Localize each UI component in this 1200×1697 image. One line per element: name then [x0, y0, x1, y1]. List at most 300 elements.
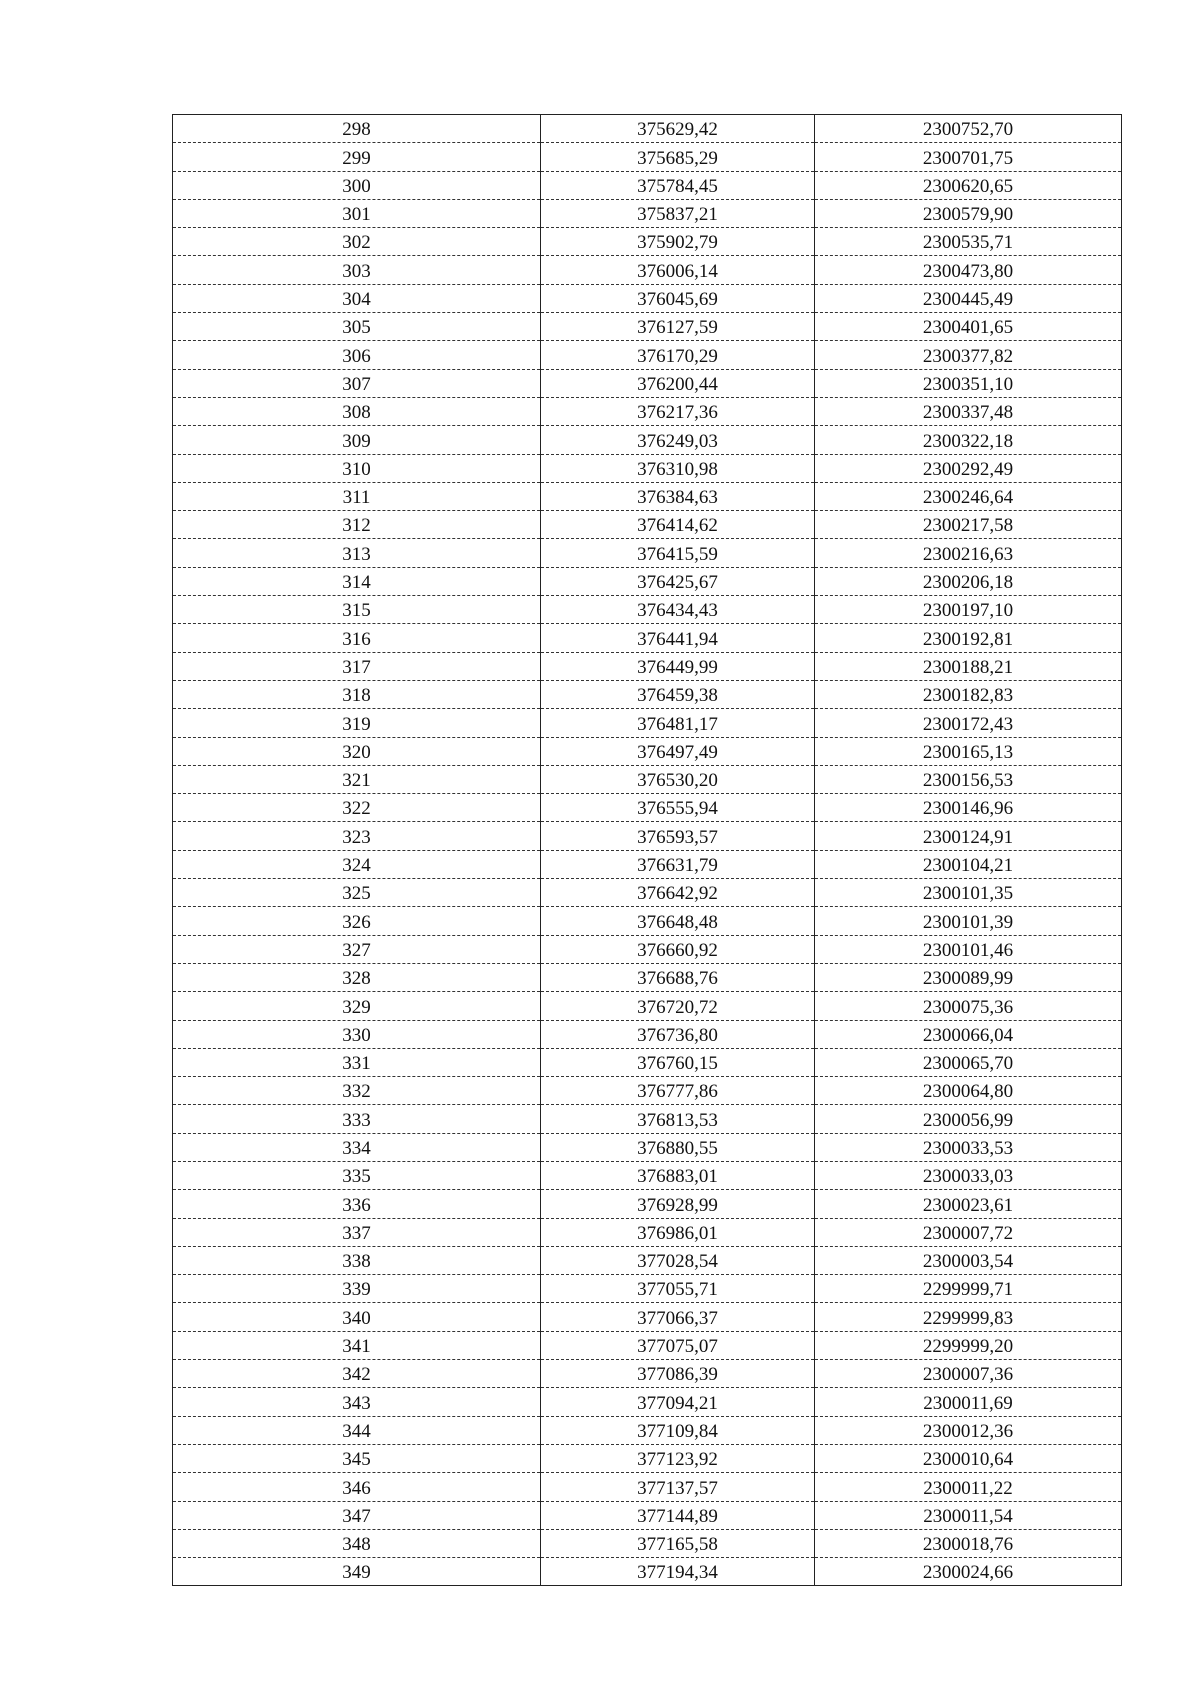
x-coordinate-cell — [541, 1444, 815, 1472]
cell-text: 2300620,65 — [922, 175, 1014, 197]
cell-text: 376593,57 — [637, 826, 718, 848]
point-number-cell — [173, 369, 541, 397]
cell-text: 2300165,13 — [922, 741, 1014, 763]
point-number-cell — [173, 765, 541, 793]
y-coordinate-cell — [815, 454, 1122, 482]
point-number-cell — [173, 794, 541, 822]
point-number-cell — [173, 199, 541, 227]
cell-text: 376045,69 — [637, 289, 718, 311]
x-coordinate-cell — [541, 1161, 815, 1189]
table-row — [173, 879, 1122, 907]
cell-text: 2300007,72 — [922, 1222, 1014, 1244]
cell-text: 338 — [342, 1251, 371, 1273]
point-number-cell — [173, 737, 541, 765]
x-coordinate-cell — [541, 284, 815, 312]
cell-text: 377137,57 — [637, 1477, 718, 1499]
cell-text: 328 — [342, 968, 371, 990]
y-coordinate-cell — [815, 1246, 1122, 1274]
cell-text: 377066,37 — [637, 1307, 718, 1329]
cell-text: 2300075,36 — [922, 996, 1014, 1018]
cell-text: 2300192,81 — [922, 628, 1014, 650]
table-row — [173, 341, 1122, 369]
point-number-cell — [173, 313, 541, 341]
cell-text: 377165,58 — [637, 1534, 718, 1556]
table-row — [173, 992, 1122, 1020]
y-coordinate-cell — [815, 1020, 1122, 1048]
table-row — [173, 1077, 1122, 1105]
y-coordinate-cell — [815, 737, 1122, 765]
cell-text: 315 — [342, 600, 371, 622]
table-row — [173, 1275, 1122, 1303]
cell-text: 2300089,99 — [922, 968, 1014, 990]
table-row — [173, 1444, 1122, 1472]
table-row — [173, 765, 1122, 793]
point-number-cell — [173, 1077, 541, 1105]
y-coordinate-cell — [815, 680, 1122, 708]
cell-text: 377123,92 — [637, 1449, 718, 1471]
cell-text: 2300701,75 — [922, 147, 1014, 169]
x-coordinate-cell — [541, 199, 815, 227]
y-coordinate-cell — [815, 1190, 1122, 1218]
cell-text: 376441,94 — [637, 628, 718, 650]
cell-text: 2300056,99 — [922, 1109, 1014, 1131]
x-coordinate-cell — [541, 1473, 815, 1501]
x-coordinate-cell — [541, 397, 815, 425]
table-row — [173, 963, 1122, 991]
table-row — [173, 1360, 1122, 1388]
point-number-cell — [173, 879, 541, 907]
point-number-cell — [173, 709, 541, 737]
cell-text: 347 — [342, 1505, 371, 1527]
cell-text: 313 — [342, 543, 371, 565]
cell-text: 2300217,58 — [922, 515, 1014, 537]
cell-text: 375685,29 — [637, 147, 718, 169]
cell-text: 2300292,49 — [922, 458, 1014, 480]
cell-text: 326 — [342, 911, 371, 933]
cell-text: 2300197,10 — [922, 600, 1014, 622]
point-number-cell — [173, 1218, 541, 1246]
y-coordinate-cell — [815, 765, 1122, 793]
table-row — [173, 1303, 1122, 1331]
cell-text: 376660,92 — [637, 939, 718, 961]
point-number-cell — [173, 1558, 541, 1586]
cell-text: 2300146,96 — [922, 798, 1014, 820]
x-coordinate-cell — [541, 794, 815, 822]
table-row — [173, 1501, 1122, 1529]
cell-text: 300 — [342, 175, 371, 197]
cell-text: 2300101,39 — [922, 911, 1014, 933]
point-number-cell — [173, 482, 541, 510]
cell-text: 2300065,70 — [922, 1053, 1014, 1075]
table-row — [173, 1190, 1122, 1218]
cell-text: 376813,53 — [637, 1109, 718, 1131]
y-coordinate-cell — [815, 539, 1122, 567]
table-row — [173, 284, 1122, 312]
cell-text: 2300011,69 — [923, 1392, 1013, 1414]
cell-text: 308 — [342, 402, 371, 424]
cell-text: 375902,79 — [637, 232, 718, 254]
cell-text: 2300377,82 — [922, 345, 1014, 367]
y-coordinate-cell — [815, 1105, 1122, 1133]
y-coordinate-cell — [815, 567, 1122, 595]
point-number-cell — [173, 1246, 541, 1274]
y-coordinate-cell — [815, 822, 1122, 850]
y-coordinate-cell — [815, 256, 1122, 284]
y-coordinate-cell — [815, 879, 1122, 907]
point-number-cell — [173, 539, 541, 567]
cell-text: 349 — [342, 1562, 371, 1584]
point-number-cell — [173, 1473, 541, 1501]
cell-text: 346 — [342, 1477, 371, 1499]
x-coordinate-cell — [541, 1077, 815, 1105]
point-number-cell — [173, 1133, 541, 1161]
cell-text: 321 — [342, 770, 371, 792]
cell-text: 2300182,83 — [922, 685, 1014, 707]
cell-text: 376760,15 — [637, 1053, 718, 1075]
y-coordinate-cell — [815, 341, 1122, 369]
table-row — [173, 1473, 1122, 1501]
cell-text: 342 — [342, 1364, 371, 1386]
x-coordinate-cell — [541, 256, 815, 284]
point-number-cell — [173, 1360, 541, 1388]
cell-text: 376883,01 — [637, 1166, 718, 1188]
y-coordinate-cell — [815, 482, 1122, 510]
cell-text: 344 — [342, 1420, 371, 1442]
cell-text: 2300216,63 — [922, 543, 1014, 565]
x-coordinate-cell — [541, 369, 815, 397]
table-row — [173, 369, 1122, 397]
cell-text: 376642,92 — [637, 883, 718, 905]
cell-text: 376384,63 — [637, 487, 718, 509]
cell-text: 376200,44 — [637, 373, 718, 395]
table-row — [173, 822, 1122, 850]
x-coordinate-cell — [541, 115, 815, 143]
y-coordinate-cell — [815, 1444, 1122, 1472]
y-coordinate-cell — [815, 1303, 1122, 1331]
point-number-cell — [173, 1275, 541, 1303]
y-coordinate-cell — [815, 596, 1122, 624]
table-row — [173, 115, 1122, 143]
point-number-cell — [173, 1529, 541, 1557]
cell-text: 2300752,70 — [922, 119, 1014, 141]
x-coordinate-cell — [541, 907, 815, 935]
cell-text: 2300101,46 — [922, 939, 1014, 961]
cell-text: 330 — [342, 1024, 371, 1046]
y-coordinate-cell — [815, 1473, 1122, 1501]
table-row — [173, 171, 1122, 199]
x-coordinate-cell — [541, 963, 815, 991]
cell-text: 2300023,61 — [922, 1194, 1014, 1216]
cell-text: 375784,45 — [637, 175, 718, 197]
cell-text: 333 — [342, 1109, 371, 1131]
y-coordinate-cell — [815, 1331, 1122, 1359]
cell-text: 306 — [342, 345, 371, 367]
x-coordinate-cell — [541, 850, 815, 878]
table-row — [173, 228, 1122, 256]
cell-text: 314 — [342, 572, 371, 594]
cell-text: 309 — [342, 430, 371, 452]
cell-text: 2300124,91 — [922, 826, 1014, 848]
cell-text: 339 — [342, 1279, 371, 1301]
table-row — [173, 1218, 1122, 1246]
cell-text: 2299999,20 — [922, 1336, 1014, 1358]
cell-text: 2300473,80 — [922, 260, 1014, 282]
y-coordinate-cell — [815, 1558, 1122, 1586]
cell-text: 319 — [342, 713, 371, 735]
x-coordinate-cell — [541, 1529, 815, 1557]
cell-text: 2300011,22 — [923, 1477, 1013, 1499]
table-row — [173, 624, 1122, 652]
cell-text: 2300246,64 — [922, 487, 1014, 509]
cell-text: 376777,86 — [637, 1081, 718, 1103]
cell-text: 2300535,71 — [922, 232, 1014, 254]
table-row — [173, 313, 1122, 341]
cell-text: 2300033,53 — [922, 1137, 1014, 1159]
cell-text: 310 — [342, 458, 371, 480]
y-coordinate-cell — [815, 511, 1122, 539]
cell-text: 2300010,64 — [922, 1449, 1014, 1471]
table-row — [173, 596, 1122, 624]
table-row — [173, 539, 1122, 567]
table-row — [173, 680, 1122, 708]
table-row — [173, 794, 1122, 822]
cell-text: 376688,76 — [637, 968, 718, 990]
cell-text: 377028,54 — [637, 1251, 718, 1273]
cell-text: 375837,21 — [637, 204, 718, 226]
y-coordinate-cell — [815, 1077, 1122, 1105]
cell-text: 337 — [342, 1222, 371, 1244]
y-coordinate-cell — [815, 935, 1122, 963]
table-row — [173, 907, 1122, 935]
cell-text: 377075,07 — [637, 1336, 718, 1358]
point-number-cell — [173, 511, 541, 539]
y-coordinate-cell — [815, 1275, 1122, 1303]
cell-text: 376127,59 — [637, 317, 718, 339]
point-number-cell — [173, 171, 541, 199]
cell-text: 348 — [342, 1534, 371, 1556]
cell-text: 2299999,83 — [922, 1307, 1014, 1329]
point-number-cell — [173, 115, 541, 143]
y-coordinate-cell — [815, 850, 1122, 878]
y-coordinate-cell — [815, 284, 1122, 312]
table-row — [173, 199, 1122, 227]
x-coordinate-cell — [541, 737, 815, 765]
cell-text: 2300351,10 — [922, 373, 1014, 395]
point-number-cell — [173, 1331, 541, 1359]
y-coordinate-cell — [815, 1501, 1122, 1529]
table-row — [173, 1529, 1122, 1557]
cell-text: 327 — [342, 939, 371, 961]
table-row — [173, 1331, 1122, 1359]
table-row — [173, 256, 1122, 284]
table-row — [173, 709, 1122, 737]
x-coordinate-cell — [541, 1218, 815, 1246]
cell-text: 2300012,36 — [922, 1420, 1014, 1442]
table-row — [173, 737, 1122, 765]
y-coordinate-cell — [815, 397, 1122, 425]
y-coordinate-cell — [815, 992, 1122, 1020]
cell-text: 345 — [342, 1449, 371, 1471]
cell-text: 377194,34 — [637, 1562, 718, 1584]
point-number-cell — [173, 907, 541, 935]
x-coordinate-cell — [541, 652, 815, 680]
cell-text: 376720,72 — [637, 996, 718, 1018]
y-coordinate-cell — [815, 1161, 1122, 1189]
cell-text: 299 — [342, 147, 371, 169]
cell-text: 2300337,48 — [922, 402, 1014, 424]
cell-text: 376880,55 — [637, 1137, 718, 1159]
y-coordinate-cell — [815, 624, 1122, 652]
cell-text: 311 — [342, 487, 371, 509]
cell-text: 376449,99 — [637, 656, 718, 678]
point-number-cell — [173, 1501, 541, 1529]
point-number-cell — [173, 652, 541, 680]
cell-text: 322 — [342, 798, 371, 820]
cell-text: 376986,01 — [637, 1222, 718, 1244]
x-coordinate-cell — [541, 171, 815, 199]
x-coordinate-cell — [541, 1416, 815, 1444]
x-coordinate-cell — [541, 228, 815, 256]
cell-text: 304 — [342, 289, 371, 311]
point-number-cell — [173, 935, 541, 963]
table-row — [173, 1416, 1122, 1444]
cell-text: 376648,48 — [637, 911, 718, 933]
cell-text: 377055,71 — [637, 1279, 718, 1301]
y-coordinate-cell — [815, 963, 1122, 991]
point-number-cell — [173, 850, 541, 878]
table-row — [173, 850, 1122, 878]
x-coordinate-cell — [541, 567, 815, 595]
y-coordinate-cell — [815, 171, 1122, 199]
point-number-cell — [173, 143, 541, 171]
point-number-cell — [173, 1416, 541, 1444]
table-row — [173, 1105, 1122, 1133]
y-coordinate-cell — [815, 1360, 1122, 1388]
cell-text: 376425,67 — [637, 572, 718, 594]
cell-text: 376481,17 — [637, 713, 718, 735]
y-coordinate-cell — [815, 1048, 1122, 1076]
cell-text: 376217,36 — [637, 402, 718, 424]
x-coordinate-cell — [541, 341, 815, 369]
cell-text: 343 — [342, 1392, 371, 1414]
cell-text: 376459,38 — [637, 685, 718, 707]
cell-text: 2299999,71 — [922, 1279, 1014, 1301]
cell-text: 376170,29 — [637, 345, 718, 367]
x-coordinate-cell — [541, 879, 815, 907]
point-number-cell — [173, 397, 541, 425]
x-coordinate-cell — [541, 482, 815, 510]
cell-text: 317 — [342, 656, 371, 678]
coordinates-table-body — [173, 115, 1122, 1586]
cell-text: 376928,99 — [637, 1194, 718, 1216]
cell-text: 2300401,65 — [922, 317, 1014, 339]
table-row — [173, 1246, 1122, 1274]
cell-text: 329 — [342, 996, 371, 1018]
cell-text: 377086,39 — [637, 1364, 718, 1386]
point-number-cell — [173, 1190, 541, 1218]
x-coordinate-cell — [541, 143, 815, 171]
cell-text: 298 — [342, 119, 371, 141]
x-coordinate-cell — [541, 822, 815, 850]
x-coordinate-cell — [541, 709, 815, 737]
point-number-cell — [173, 1161, 541, 1189]
cell-text: 324 — [342, 855, 371, 877]
cell-text: 312 — [342, 515, 371, 537]
cell-text: 335 — [342, 1166, 371, 1188]
point-number-cell — [173, 1303, 541, 1331]
point-number-cell — [173, 426, 541, 454]
cell-text: 376415,59 — [637, 543, 718, 565]
x-coordinate-cell — [541, 1303, 815, 1331]
table-row — [173, 1048, 1122, 1076]
cell-text: 376530,20 — [637, 770, 718, 792]
cell-text: 376434,43 — [637, 600, 718, 622]
cell-text: 301 — [342, 204, 371, 226]
cell-text: 2300156,53 — [922, 770, 1014, 792]
cell-text: 2300007,36 — [922, 1364, 1014, 1386]
point-number-cell — [173, 284, 541, 312]
y-coordinate-cell — [815, 1529, 1122, 1557]
point-number-cell — [173, 680, 541, 708]
cell-text: 2300322,18 — [922, 430, 1014, 452]
table-row — [173, 454, 1122, 482]
table-row — [173, 652, 1122, 680]
cell-text: 376310,98 — [637, 458, 718, 480]
cell-text: 303 — [342, 260, 371, 282]
point-number-cell — [173, 624, 541, 652]
cell-text: 2300018,76 — [922, 1534, 1014, 1556]
cell-text: 2300104,21 — [922, 855, 1014, 877]
x-coordinate-cell — [541, 511, 815, 539]
x-coordinate-cell — [541, 1105, 815, 1133]
cell-text: 2300011,54 — [923, 1505, 1013, 1527]
cell-text: 307 — [342, 373, 371, 395]
point-number-cell — [173, 963, 541, 991]
cell-text: 377144,89 — [637, 1505, 718, 1527]
cell-text: 316 — [342, 628, 371, 650]
table-row — [173, 1020, 1122, 1048]
y-coordinate-cell — [815, 369, 1122, 397]
cell-text: 325 — [342, 883, 371, 905]
y-coordinate-cell — [815, 115, 1122, 143]
x-coordinate-cell — [541, 1020, 815, 1048]
point-number-cell — [173, 256, 541, 284]
cell-text: 376006,14 — [637, 260, 718, 282]
cell-text: 376631,79 — [637, 855, 718, 877]
table-row — [173, 143, 1122, 171]
cell-text: 320 — [342, 741, 371, 763]
y-coordinate-cell — [815, 652, 1122, 680]
x-coordinate-cell — [541, 1048, 815, 1076]
table-row — [173, 567, 1122, 595]
y-coordinate-cell — [815, 907, 1122, 935]
cell-text: 340 — [342, 1307, 371, 1329]
x-coordinate-cell — [541, 539, 815, 567]
cell-text: 323 — [342, 826, 371, 848]
table-row — [173, 511, 1122, 539]
cell-text: 2300445,49 — [922, 289, 1014, 311]
point-number-cell — [173, 596, 541, 624]
cell-text: 334 — [342, 1137, 371, 1159]
table-row — [173, 397, 1122, 425]
cell-text: 2300101,35 — [922, 883, 1014, 905]
x-coordinate-cell — [541, 313, 815, 341]
x-coordinate-cell — [541, 935, 815, 963]
x-coordinate-cell — [541, 624, 815, 652]
cell-text: 377109,84 — [637, 1420, 718, 1442]
cell-text: 2300024,66 — [922, 1562, 1014, 1584]
point-number-cell — [173, 228, 541, 256]
